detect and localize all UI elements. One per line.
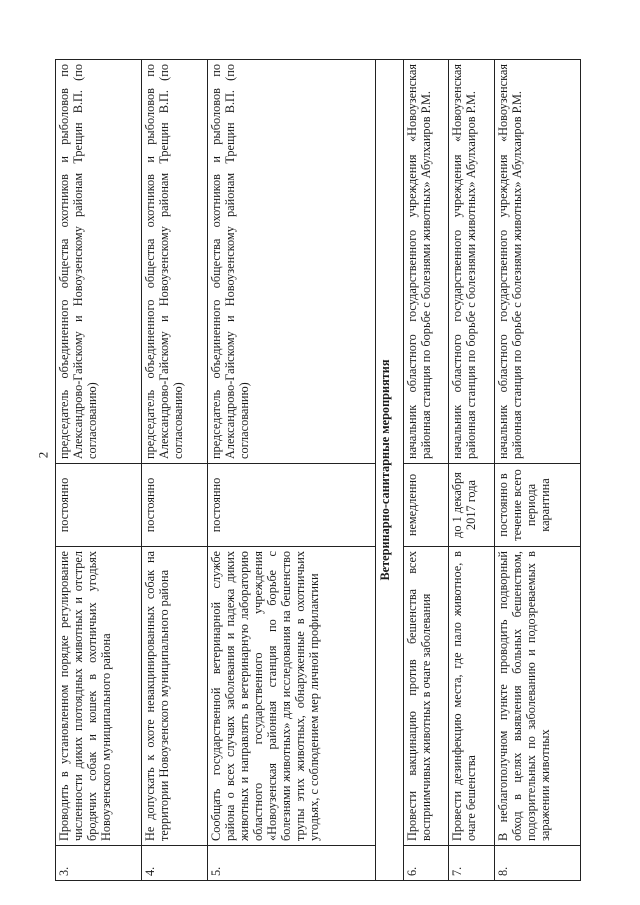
responsible-text: начальник областного государственного учреждения «Новоузенская районная станция по борьбе с болезнями животных» Абулхаиров Р.М. <box>449 60 494 464</box>
table-row <box>404 60 449 881</box>
deadline-text: постоянно <box>56 464 142 547</box>
table-row <box>494 60 580 881</box>
section-header-row <box>376 60 404 881</box>
table-row <box>56 60 142 881</box>
table-row <box>449 60 494 881</box>
measure-text: Не допускать к охоте невакцинированных собак на территории Новоузенского муниципального района <box>142 547 208 846</box>
measures-table-rotated <box>55 59 581 881</box>
deadline-text: постоянно <box>142 464 208 547</box>
deadline-text: постоянно <box>208 464 376 547</box>
responsible-text: начальник областного государственного учреждения «Новоузенская районная станция по борьбе с болезнями животных» Абулхаиров Р.М. <box>404 60 449 464</box>
measure-text: В неблагополучном пункте проводить подворный обход в целях выявления больных бешенством, подозрительных по заболеванию и подозреваемых в заражении животных <box>494 547 580 846</box>
table-row <box>142 60 208 881</box>
measure-text: Провести дезинфекцию места, где пало животное, в очаге бешенства <box>449 547 494 846</box>
responsible-text: председатель объединенного общества охотников и рыболовов по Александрово-Гайскому и Новоузенскому районам Трещин В.П. (по согласованию) <box>56 60 142 464</box>
measures-table <box>55 59 581 881</box>
table-row <box>208 60 376 881</box>
deadline-text: немедленно <box>404 464 449 547</box>
page-number: 2 <box>35 451 51 459</box>
responsible-text: начальник областного государственного учреждения «Новоузенская районная станция по борьбе с болезнями животных» Абулхаиров Р.М. <box>494 60 580 464</box>
row-number: 3. <box>56 846 142 881</box>
measure-text: Сообщать государственной ветеринарной службе района о всех случаях заболевания и падежа диких животных и направлять в ветеринарную лабораторию областного государственного учреждения «Новоузенская районная станция по борьбе с болезнями животных» для исследования на бешенство трупы этих животных, обнаруженные в охотничьих угодьях, с соблюдением мер личной профилактики <box>208 547 376 846</box>
measure-text: Проводить в установленном порядке регулирование численности диких плотоядных животных и отстрел бродячих собак и кошек в охотничьих угодьях Новоузенского муниципального района <box>56 547 142 846</box>
responsible-text: председатель объединенного общества охотников и рыболовов по Александрово-Гайскому и Новоузенскому районам Трещин В.П. (по согласованию) <box>208 60 376 464</box>
row-number: 4. <box>142 846 208 881</box>
deadline-text: постоянно в течение всего периода карантина <box>494 464 580 547</box>
deadline-text: до 1 декабря 2017 года <box>449 464 494 547</box>
section-title: Ветеринарно-санитарные мероприятия <box>376 60 404 881</box>
row-number: 8. <box>494 846 580 881</box>
row-number: 5. <box>208 846 376 881</box>
measure-text: Провести вакцинацию против бешенства всех восприимчивых животных в очаге заболевания <box>404 547 449 846</box>
responsible-text: председатель объединенного общества охотников и рыболовов по Александрово-Гайскому и Новоузенскому районам Трещин В.П. (по согласованию) <box>142 60 208 464</box>
row-number: 7. <box>449 846 494 881</box>
row-number: 6. <box>404 846 449 881</box>
